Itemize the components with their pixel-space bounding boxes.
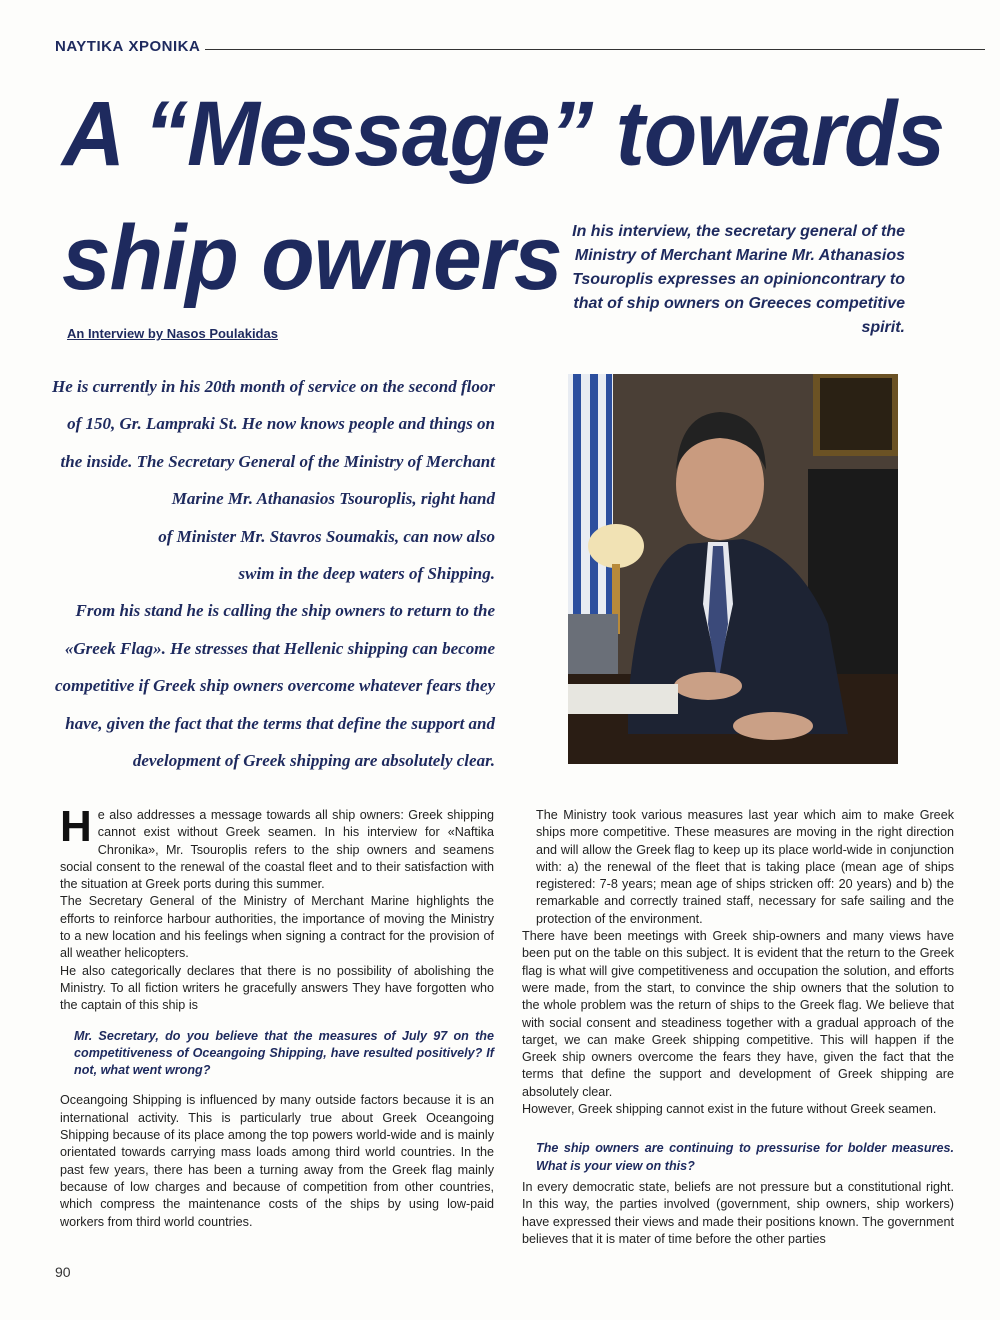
article-column-left <box>60 802 494 1231</box>
paragraph-7: However, Greek shipping cannot exist in the future without Greek seamen. <box>522 1102 937 1117</box>
page-number: 90 <box>55 1264 71 1280</box>
paragraph-6: There have been meetings with Greek ship-owners and many views have been put on the table on this subject. It is evident that the return to the Greek flag is what will give competitiveness and occupation the solution, and efforts were made, from the start, to convince the ship owners that the solution to the whole problem was the return of ships to the Greek flag. We believe that with social consent and steadiness together with a gradual approach of the target, we can make Greek shipping competitive. This will happen if the Greek ship owners overcome the fears they have, given the fact that the terms that define the support and development of Greek shipping are absolutely clear. <box>522 929 954 1099</box>
interview-question-1: Mr. Secretary, do you believe that the measures of July 97 on the competitiveness of Oceangoing Shipping, have resulted positively? If not, what went wrong? <box>74 1028 494 1078</box>
interview-question-2: The ship owners are continuing to pressurise for bolder measures. What is your view on this? <box>536 1141 954 1173</box>
intro-line: of Minister Mr. Stavros Soumakis, can now also <box>158 526 495 546</box>
deck-subtitle: In his interview, the secretary general of the Ministry of Merchant Marine Mr. Athanasios Tsouroplis expresses an opinioncontrary to that of ship owners on Greeces competitive spirit. <box>572 223 905 336</box>
paragraph-3: He also categorically declares that there is no possibility of abolishing the Ministry. To all fiction writers he gracefully answers They have forgotten who the captain of this ship is <box>60 963 494 1013</box>
headline-line-1: A “Message” towards <box>62 83 945 185</box>
paragraph-1 <box>60 802 494 893</box>
intro-line: competitive if Greek ship owners overcome whatever fears they <box>54 676 495 696</box>
intro-line: the inside. The Secretary General of the Ministry of Merchant <box>60 451 495 471</box>
paragraph-4: Oceangoing Shipping is influenced by many outside factors because it is an international activity. This is particularly true about Greek Oceangoing Shipping because of its place among the top powers world-wide and is mainly orientated towards carrying mass loads among third world countries. In the past few years, there has been a turning away from the Greek flag mainly because of low charges and because of competition from other countries, which compress the maintenance costs of the ships by using low-paid workers from third world countries. <box>60 1093 494 1229</box>
paragraph-8: In every democratic state, beliefs are not pressure but a constitutional right. In this way, the parties involved (government, ship owners, ship workers) have expressed their views and made their positions known. The government believes that it is mater of time before the other parties <box>522 1179 954 1246</box>
greek-flag <box>568 374 613 614</box>
portrait-photo <box>568 374 898 764</box>
intro-line: have, given the fact that the terms that define the support and <box>65 713 495 733</box>
intro-line: of 150, Gr. Lampraki St. He now knows people and things on <box>67 414 495 434</box>
article-column-right <box>522 807 954 1248</box>
headline-line-2: ship owners <box>62 207 562 309</box>
intro-line: Marine Mr. Athanasios Tsouroplis, right hand <box>171 489 495 509</box>
drop-cap: H <box>60 802 92 851</box>
intro-line: swim in the deep waters of Shipping. <box>238 564 495 583</box>
paragraph-2: The Secretary General of the Ministry of Merchant Marine highlights the efforts to reinforce harbour authorities, the importance of moving the Ministry to a new location and his feelings when signing a contract for the provision of all weather helicopters. <box>60 894 494 961</box>
intro-line: «Greek Flag». He stresses that Hellenic shipping can become <box>64 638 495 658</box>
intro-line: development of Greek shipping are absolutely clear. <box>132 751 495 770</box>
intro-line: From his stand he is calling the ship owners to return to the <box>75 601 495 621</box>
paragraph-5: The Ministry took various measures last year which aim to make Greek ships more competitive. These measures are moving in the right direction and will allow the Greek flag to keep up its place world-wide in conjunction with: a) the renewal of the fleet that is taking place (mean age of ships registered: 7-8 years; mean age of ships stricken off: 20 years) and b) the remarkable and correctly trained staff, necessary for safe sailing and the protection of the environment. <box>536 808 954 926</box>
intro-line: He is currently in his 20th month of service on the second floor <box>52 377 495 396</box>
section-header: ΝΑΥΤΙΚΑ ΧΡΟΝΙΚΑ <box>55 38 201 55</box>
byline: An Interview by Nasos Poulakidas <box>67 326 278 341</box>
paragraph-1-text: e also addresses a message towards all ship owners: Greek shipping cannot exist without Greek seamen. In his interview for «Naftika Chronika», Mr. Tsouroplis refers to the ship owners and seamens social consent to the renewal of the coastal fleet and to their satisfaction with the situation at Greek ports during this summer. <box>60 808 494 892</box>
header-rule <box>205 49 985 50</box>
